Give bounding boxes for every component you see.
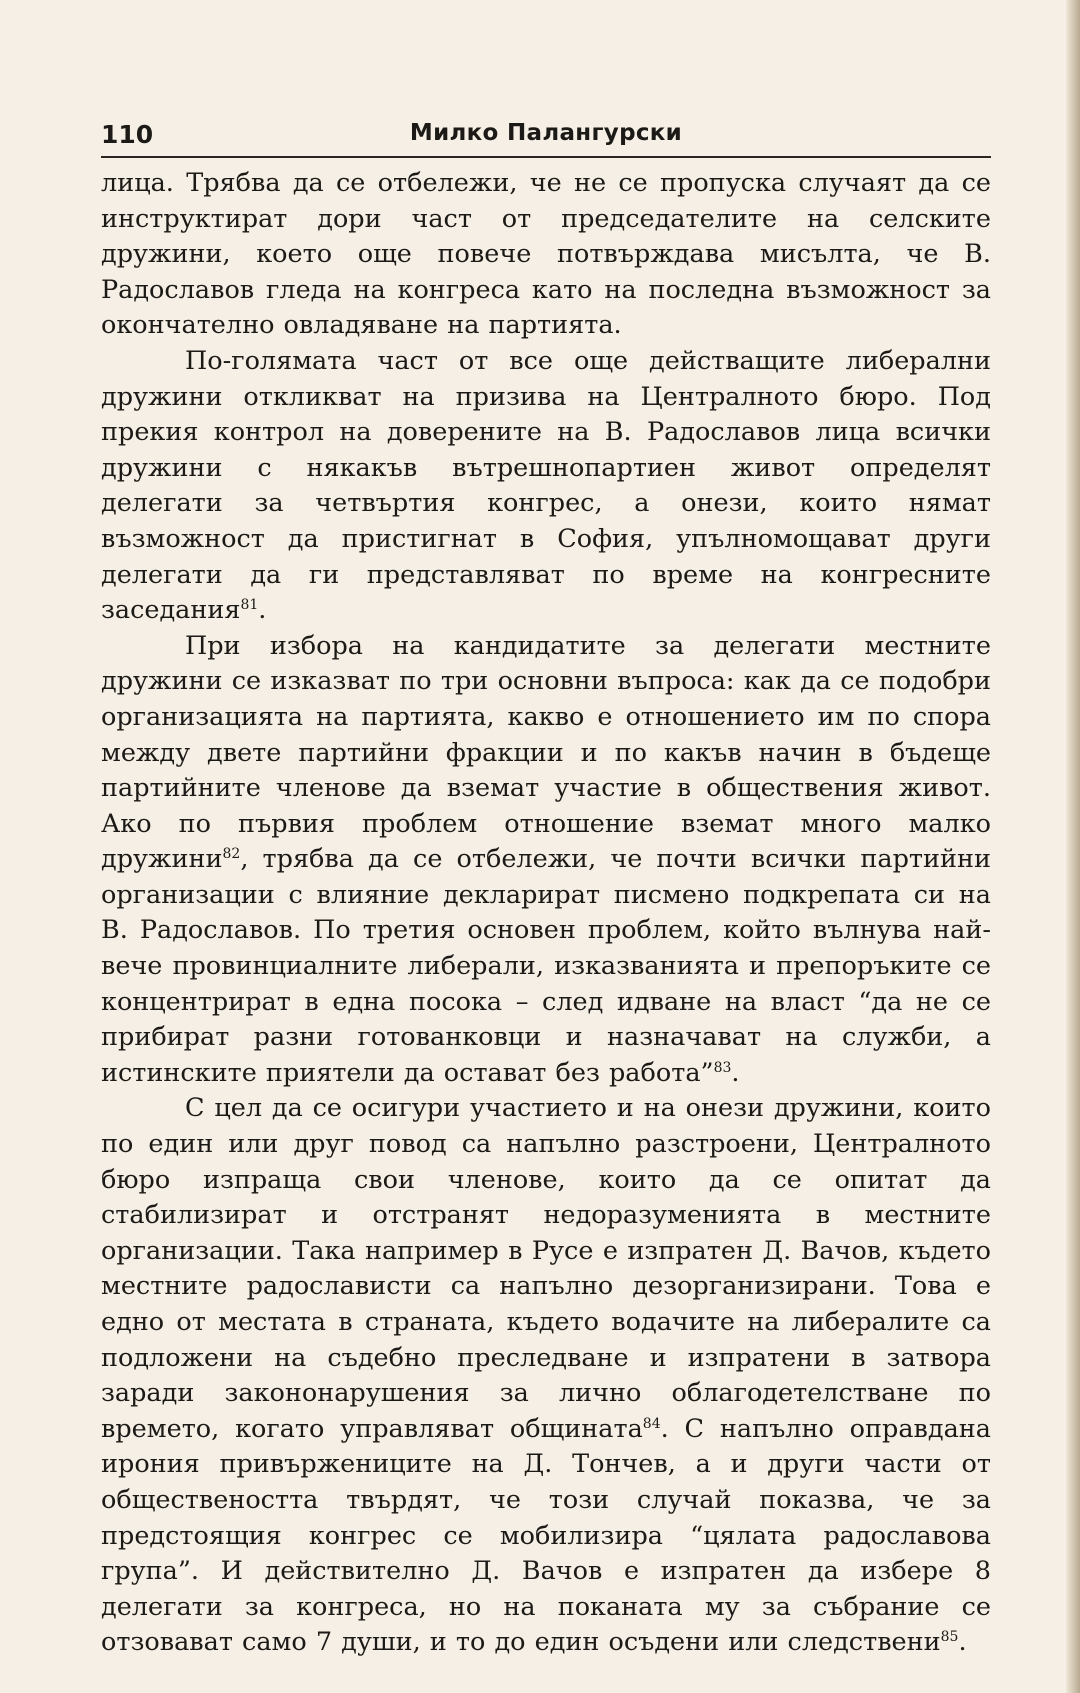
text-run: . [958, 1627, 967, 1658]
footnote-ref: 83 [713, 1059, 732, 1076]
paragraph-4 [101, 1091, 991, 1661]
footnote-ref: 82 [222, 846, 241, 863]
text-run: При избора на кандидатите за делегати местните дружини се изказват по три основни въпроса: как да се подобри организацията на партията, какво е отношението им по спора между двете партийни фракции и по какъв начин в бъдеще партийните членове да вземат участие в обществения живот. Ако по първия проблем отношение вземат много малко дружини [101, 630, 991, 875]
body-text [101, 166, 991, 1661]
text-run: По-голямата част от все още действащите либерални дружини откликват на призива на Централното бюро. Под прекия контрол на доверените на В. Радославов лица всички дружини с някакъв вътрешнопартиен живот определят делегати за четвъртия конгрес, а онези, които нямат възможност да пристигнат в София, упълномощават други делегати да ги представляват по време на конгресните заседания [101, 345, 991, 626]
footnote-ref: 81 [240, 597, 259, 614]
page-edge-shadow [1066, 0, 1080, 1693]
footnote-ref: 85 [940, 1629, 959, 1646]
paragraph-2 [101, 344, 991, 629]
text-run: . [731, 1057, 740, 1088]
footnote-ref: 84 [642, 1415, 661, 1432]
text-run: С цел да се осигури участието и на онези дружини, които по един или друг повод са напълно разстроени, Централното бюро изпраща свои членове, които да се опитат да стабилизират и отстранят недоразуменията в местните организации. Така например в Русе е изпратен Д. Вачов, където местните радослависти са напълно дезорганизирани. Това е едно от местата в страната, където водачите на либералите са подложени на съдебно преследване и изпратени в затвора заради закононарушения за лично облагодетелстване по времето, когато управляват общината [101, 1093, 991, 1444]
text-run: , трябва да се отбележи, че почти всички партийни организации с влияние декларират писмено подкрепата си на В. Радославов. По третия основен проблем, който вълнува най-вече провинциалните либерали, изказванията и препоръките се концентрират в една посока – след идване на власт “да не се прибират разни готованковци и назначават на служби, а истинските приятели да остават без работа” [101, 844, 991, 1088]
page-number: 110 [101, 120, 154, 149]
text-run: лица. Трябва да се отбележи, че не се пропуска случаят да се инструктират дори част от председателите на селските дружини, което още повече потвърждава мисълта, че В. Радославов гледа на конгреса като на последна възможност за окончателно овладяване на партията. [101, 168, 991, 341]
text-run: . [258, 595, 267, 626]
page-header [101, 116, 991, 158]
paragraph-3 [101, 629, 991, 1092]
running-head-author: Милко Палангурски [409, 120, 683, 146]
text-run: . С напълно оправдана ирония привържениците на Д. Тончев, а и други части от обществеността твърдят, че този случай показва, че за предстоящия конгрес се мобилизира “цялата радославова група”. И действително Д. Вачов е изпратен да избере 8 делегати за конгреса, но на поканата му за събрание се отзовават само 7 души, и то до един осъдени или следствени [101, 1413, 991, 1658]
paragraph-1 [101, 166, 991, 344]
